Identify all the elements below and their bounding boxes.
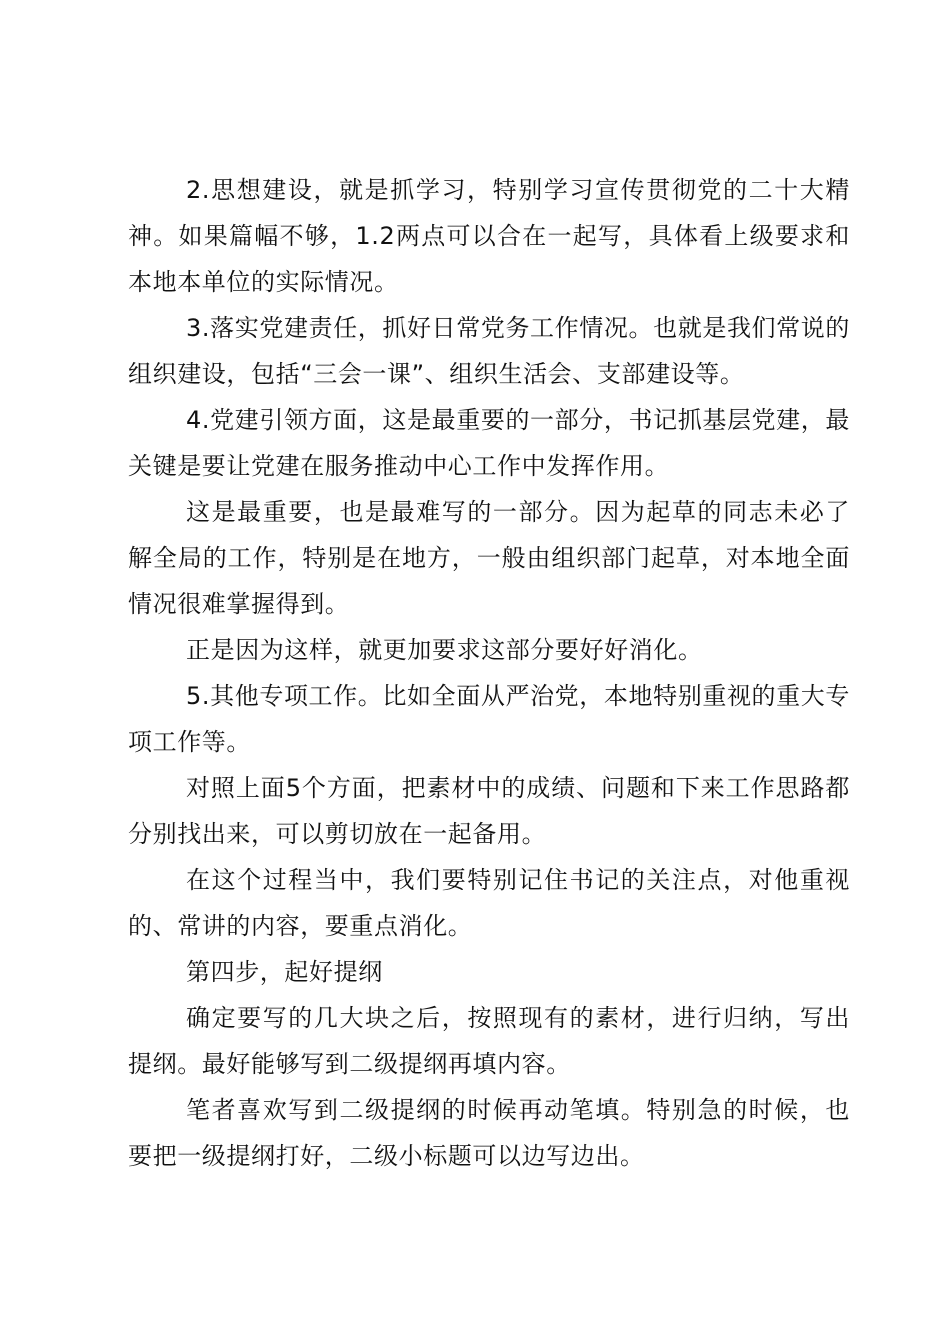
paragraph-author-habit: 笔者喜欢写到二级提纲的时候再动笔填。特别急的时候，也要把一级提纲打好，二级小标题可以边写边出。 xyxy=(128,1096,850,1170)
paragraph-point-4-leadership: 4.党建引领方面，这是最重要的一部分，书记抓基层党建，最关键是要让党建在服务推动中心工作中发挥作用。 xyxy=(128,406,850,480)
paragraph-point-5-special: 5.其他专项工作。比如全面从严治党，本地特别重视的重大专项工作等。 xyxy=(128,682,850,756)
paragraph-compare-five: 对照上面5个方面，把素材中的成绩、问题和下来工作思路都分别找出来，可以剪切放在一起备用。 xyxy=(128,774,850,848)
paragraph-point-3-responsibility: 3.落实党建责任，抓好日常党务工作情况。也就是我们常说的组织建设，包括“三会一课”、组织生活会、支部建设等。 xyxy=(128,314,850,388)
paragraph-digest: 正是因为这样，就更加要求这部分要好好消化。 xyxy=(186,636,703,664)
section-heading-step-four: 第四步，起好提纲 xyxy=(186,958,383,986)
paragraph-outline: 确定要写的几大块之后，按照现有的素材，进行归纳，写出提纲。最好能够写到二级提纲再填内容。 xyxy=(128,1004,850,1078)
paragraph-point-2-ideology: 2.思想建设，就是抓学习，特别学习宣传贯彻党的二十大精神。如果篇幅不够，1.2两点可以合在一起写，具体看上级要求和本地本单位的实际情况。 xyxy=(128,176,850,296)
paragraph-hardest-part: 这是最重要，也是最难写的一部分。因为起草的同志未必了解全局的工作，特别是在地方，一般由组织部门起草，对本地全面情况很难掌握得到。 xyxy=(128,498,850,618)
paragraph-secretary-focus: 在这个过程当中，我们要特别记住书记的关注点，对他重视的、常讲的内容，要重点消化。 xyxy=(128,866,850,940)
document-body xyxy=(128,167,850,1179)
